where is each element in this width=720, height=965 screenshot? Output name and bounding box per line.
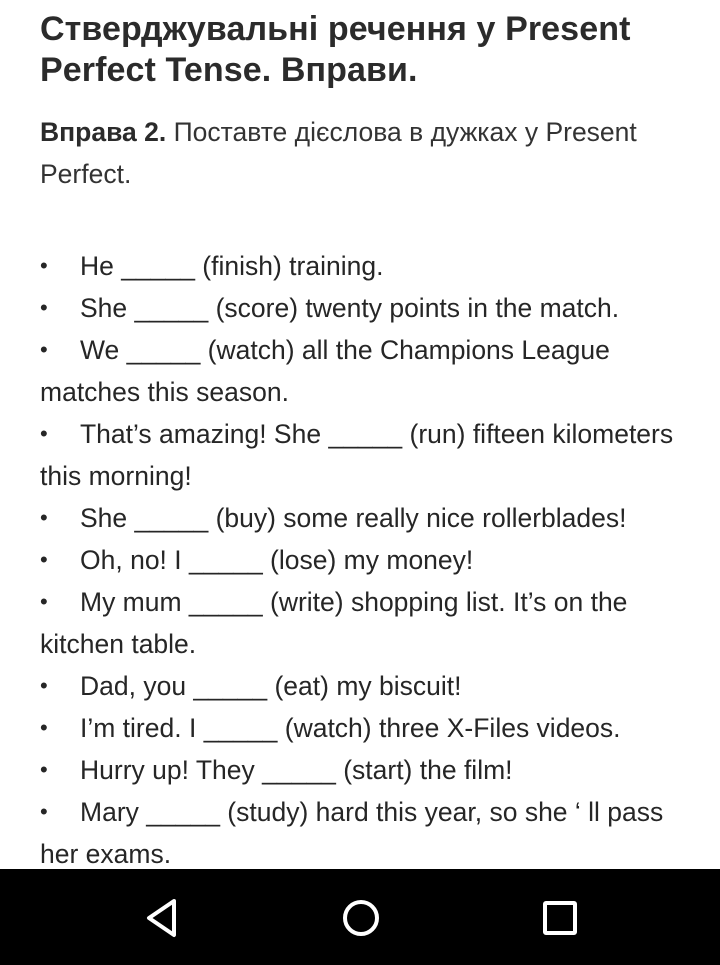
exercise-item	[40, 707, 690, 749]
exercise-list	[40, 245, 690, 869]
recents-square-icon	[535, 893, 585, 943]
exercise-item	[40, 245, 690, 287]
exercise-text: Dad, you _____ (eat) my biscuit!	[80, 671, 462, 701]
exercise-item	[40, 539, 690, 581]
exercise-instruction	[40, 111, 700, 195]
exercise-text: My mum _____ (write) shopping list. It’s on the kitchen table.	[40, 587, 628, 659]
exercise-text: She _____ (score) twenty points in the match.	[80, 293, 620, 323]
exercise-text: That’s amazing! She _____ (run) fifteen kilometers this morning!	[40, 419, 674, 491]
exercise-item	[40, 581, 690, 665]
exercise-text: She _____ (buy) some really nice rollerblades!	[80, 503, 627, 533]
exercise-text: Oh, no! I _____ (lose) my money!	[80, 545, 474, 575]
exercise-item	[40, 791, 690, 869]
home-circle-icon	[336, 893, 386, 943]
bullet-icon: •	[40, 253, 48, 278]
exercise-item	[40, 413, 690, 497]
exercise-item	[40, 497, 690, 539]
page-title: Стверджувальні речення у Present Perfect Tense. Вправи.	[40, 10, 631, 89]
exercise-item	[40, 329, 690, 413]
bullet-icon: •	[40, 421, 48, 446]
bullet-icon: •	[40, 673, 48, 698]
exercise-item	[40, 749, 690, 791]
bullet-icon: •	[40, 295, 48, 320]
back-button[interactable]	[137, 893, 187, 943]
bullet-icon: •	[40, 715, 48, 740]
bullet-icon: •	[40, 337, 48, 362]
exercise-text: He _____ (finish) training.	[80, 251, 384, 281]
recents-button[interactable]	[535, 893, 585, 943]
exercise-text: We _____ (watch) all the Champions League matches this season.	[40, 335, 610, 407]
exercise-label: Вправа 2.	[40, 117, 167, 147]
exercise-text: Hurry up! They _____ (start) the film!	[80, 755, 513, 785]
exercise-item	[40, 287, 690, 329]
android-navigation-bar	[0, 869, 720, 965]
home-button[interactable]	[336, 893, 386, 943]
instruction-text: Поставте дієслова в дужках у Present Perfect.	[40, 117, 637, 189]
bullet-icon: •	[40, 547, 48, 572]
bullet-icon: •	[40, 799, 48, 824]
back-triangle-icon	[137, 893, 187, 943]
bullet-icon: •	[40, 505, 48, 530]
bullet-icon: •	[40, 757, 48, 782]
exercise-item	[40, 665, 690, 707]
exercise-text: I’m tired. I _____ (watch) three X-Files videos.	[80, 713, 621, 743]
bullet-icon: •	[40, 589, 48, 614]
exercise-text: Mary _____ (study) hard this year, so she ‘ ll pass her exams.	[40, 797, 664, 869]
